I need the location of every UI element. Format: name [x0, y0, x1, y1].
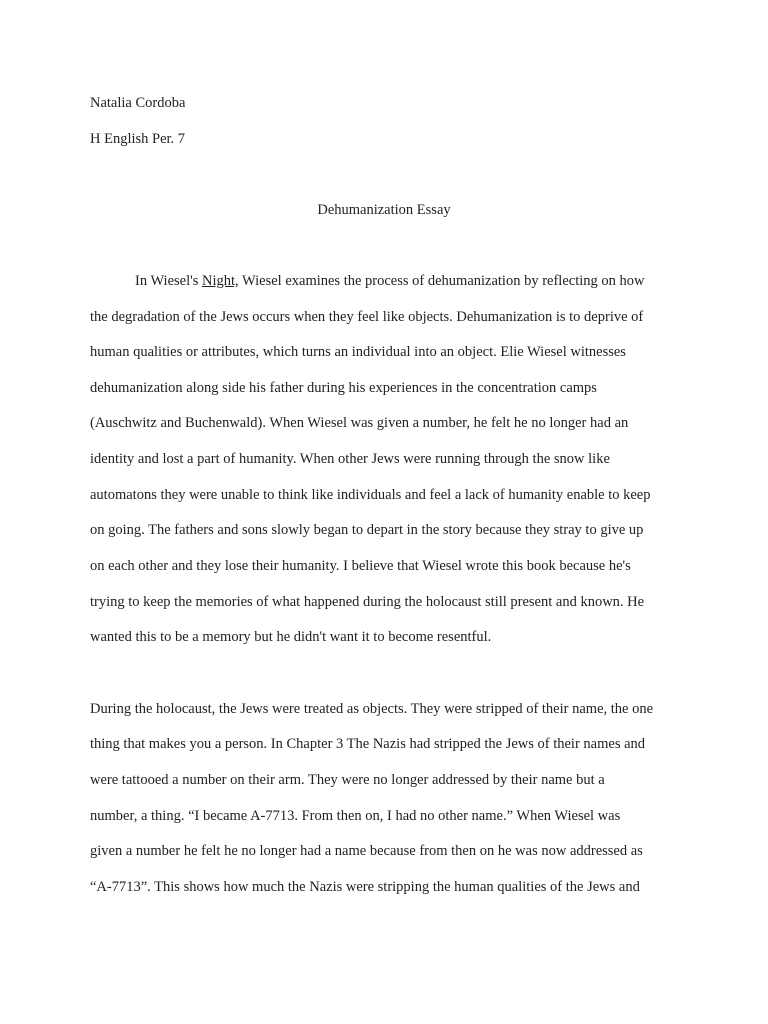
- line-text-post: Wiesel examines the process of dehumanization by reflecting on how: [238, 273, 645, 289]
- paragraph-2-line: given a number he felt he no longer had a name because from then on he was now addressed as: [90, 843, 643, 859]
- paragraph-2-line: During the holocaust, the Jews were treated as objects. They were stripped of their name, the one: [90, 701, 654, 717]
- essay-title: Dehumanization Essay: [317, 202, 451, 218]
- author-name: Natalia Cordoba: [90, 95, 186, 111]
- line-text-pre: In Wiesel's: [135, 273, 202, 289]
- paragraph-1-line: dehumanization along side his father during his experiences in the concentration camps: [90, 380, 597, 396]
- paragraph-1-line: automatons they were unable to think like individuals and feel a lack of humanity enable to keep: [90, 487, 651, 503]
- paragraph-1-line-1: [135, 272, 645, 290]
- paragraph-1-line: (Auschwitz and Buchenwald). When Wiesel was given a number, he felt he no longer had an: [90, 415, 629, 431]
- paragraph-1-line: the degradation of the Jews occurs when they feel like objects. Dehumanization is to deprive of: [90, 309, 644, 325]
- paragraph-2-line: number, a thing. “I became A-7713. From then on, I had no other name.” When Wiesel was: [90, 808, 621, 824]
- paragraph-1-line: trying to keep the memories of what happened during the holocaust still present and known. He: [90, 594, 645, 610]
- paragraph-2-line: were tattooed a number on their arm. They were no longer addressed by their name but a: [90, 772, 605, 788]
- paragraph-1-line: wanted this to be a memory but he didn't want it to become resentful.: [90, 629, 492, 645]
- paragraph-1-line: on each other and they lose their humanity. I believe that Wiesel wrote this book because he's: [90, 558, 631, 574]
- paragraph-1-line: on going. The fathers and sons slowly began to depart in the story because they stray to give up: [90, 522, 644, 538]
- paragraph-1-line: human qualities or attributes, which turns an individual into an object. Elie Wiesel witnesses: [90, 344, 626, 360]
- paragraph-1-line: identity and lost a part of humanity. When other Jews were running through the snow like: [90, 451, 610, 467]
- paragraph-2-line: “A-7713”. This shows how much the Nazis were stripping the human qualities of the Jews and: [90, 879, 640, 895]
- course-line: H English Per. 7: [90, 131, 186, 147]
- book-title-night: Night,: [202, 273, 239, 289]
- paragraph-2-line: thing that makes you a person. In Chapter 3 The Nazis had stripped the Jews of their names and: [90, 736, 646, 752]
